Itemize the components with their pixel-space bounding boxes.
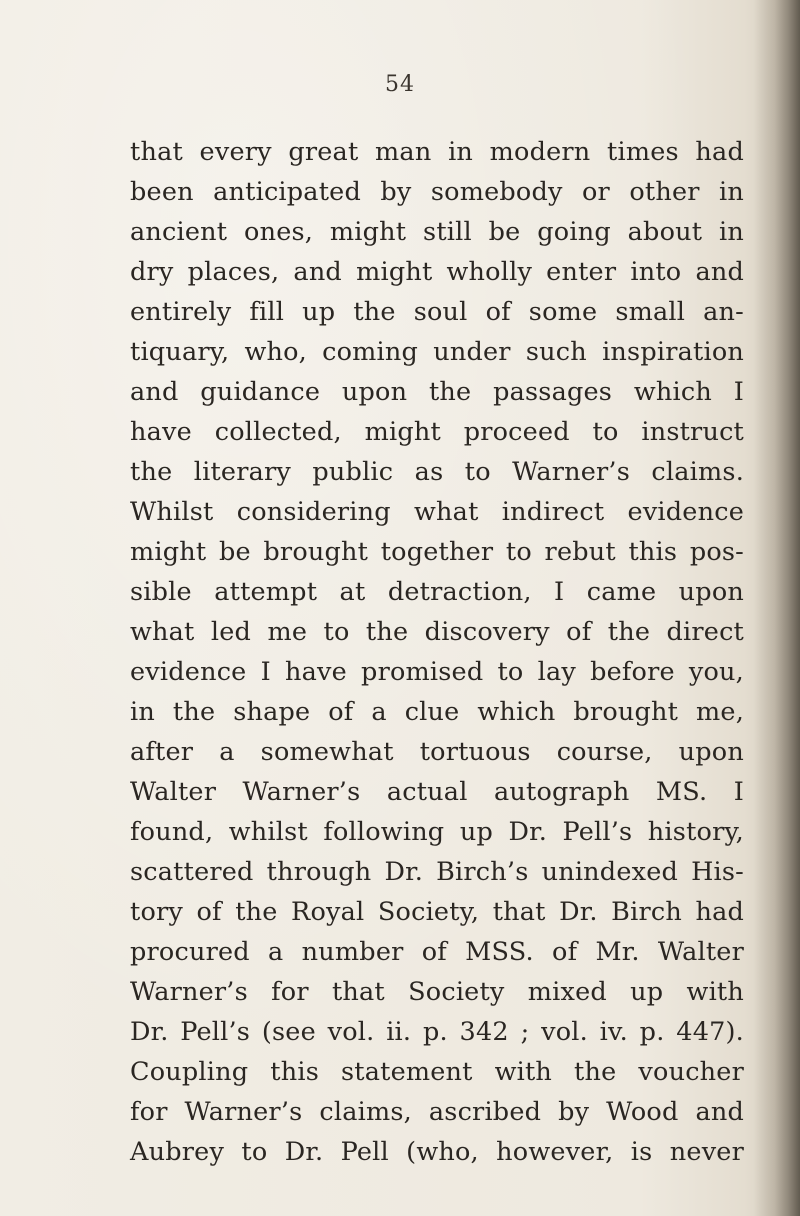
text-line: Coupling this statement with the voucher	[130, 1057, 744, 1087]
text-line: and guidance upon the passages which I	[130, 377, 744, 407]
text-line: that every great man in modern times had	[130, 137, 744, 167]
text-line: found, whilst following up Dr. Pell’s history,	[130, 817, 744, 847]
text-line: tory of the Royal Society, that Dr. Birch had	[130, 897, 744, 927]
text-line: Aubrey to Dr. Pell (who, however, is never	[130, 1137, 744, 1167]
text-line: Whilst considering what indirect evidence	[130, 497, 744, 527]
text-line: what led me to the discovery of the direct	[130, 617, 744, 647]
text-line: Dr. Pell’s (see vol. ii. p. 342 ; vol. iv. p. 447).	[130, 1017, 744, 1047]
text-line: for Warner’s claims, ascribed by Wood and	[130, 1097, 744, 1127]
text-line: after a somewhat tortuous course, upon	[130, 737, 744, 767]
text-line: might be brought together to rebut this pos-	[130, 537, 744, 567]
text-line: Walter Warner’s actual autograph MS. I	[130, 777, 744, 807]
text-line: have collected, might proceed to instruct	[130, 417, 744, 447]
text-line: procured a number of MSS. of Mr. Walter	[130, 937, 744, 967]
text-line: scattered through Dr. Birch’s unindexed His-	[130, 857, 744, 887]
text-line: tiquary, who, coming under such inspiration	[130, 337, 744, 367]
text-line: ancient ones, might still be going about in	[130, 217, 744, 247]
text-line: the literary public as to Warner’s claims.	[130, 457, 744, 487]
text-line: dry places, and might wholly enter into and	[130, 257, 744, 287]
text-line: in the shape of a clue which brought me,	[130, 697, 744, 727]
text-line: sible attempt at detraction, I came upon	[130, 577, 744, 607]
text-line: been anticipated by somebody or other in	[130, 177, 744, 207]
text-line: evidence I have promised to lay before you,	[130, 657, 744, 687]
text-line: Warner’s for that Society mixed up with	[130, 977, 744, 1007]
text-line: entirely fill up the soul of some small an-	[130, 297, 744, 327]
page-gutter-shadow	[754, 0, 800, 1216]
body-text	[130, 132, 744, 1172]
page-number: 54	[385, 72, 415, 97]
